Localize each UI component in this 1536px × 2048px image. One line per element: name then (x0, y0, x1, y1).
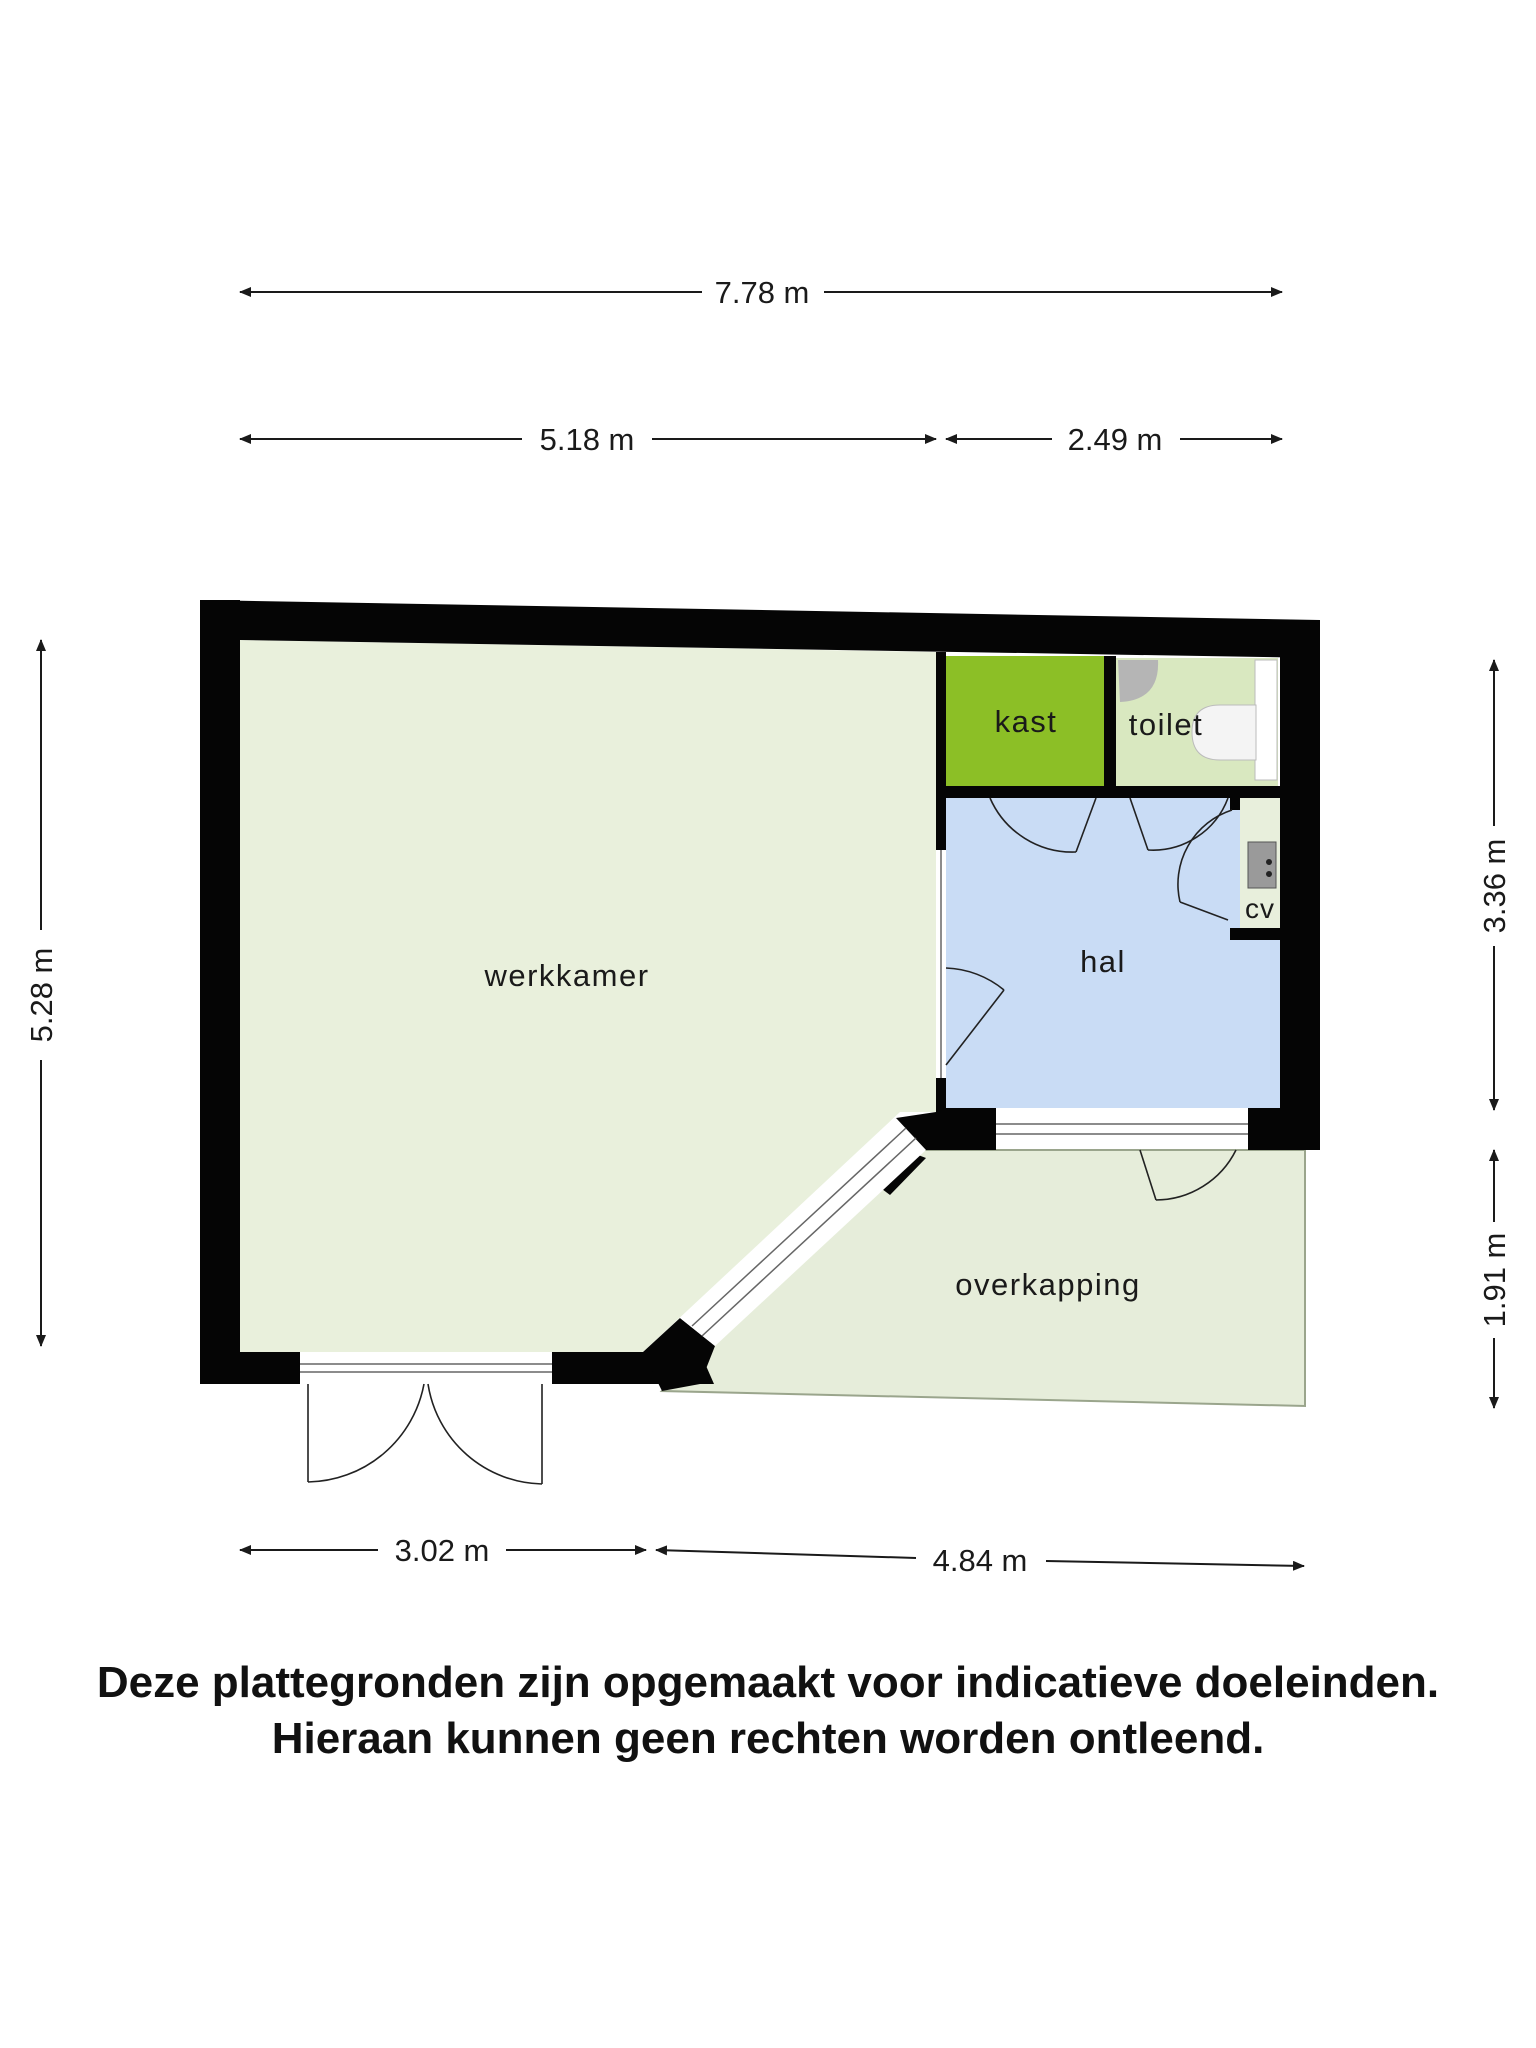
room-label-toilet: toilet (1128, 707, 1204, 742)
dimension-right-lower-height-label: 1.91 m (1477, 1232, 1512, 1328)
dimension-left-width-label: 5.18 m (539, 422, 635, 457)
cv-dot-icon (1266, 871, 1272, 877)
dimension-right-lower-height (1477, 1150, 1512, 1408)
cv-dot-icon (1266, 859, 1272, 865)
window-hal-bottom (996, 1110, 1248, 1148)
window-bottom-left (300, 1354, 552, 1382)
room-label-cv: cv (1245, 893, 1275, 924)
room-label-werkkamer: werkkamer (484, 958, 650, 993)
dimension-right-width (946, 422, 1282, 457)
window-interior-left (936, 850, 946, 1078)
room-label-hal: hal (1080, 944, 1126, 979)
room-label-kast: kast (994, 704, 1058, 739)
disclaimer (0, 1655, 1536, 1767)
room-label-overkapping: overkapping (955, 1267, 1141, 1302)
dimension-right-upper-height-label: 3.36 m (1477, 838, 1512, 934)
dimension-left-width (240, 422, 936, 457)
toilet-fixture-bar (1255, 660, 1277, 780)
disclaimer-line-1: Deze plattegronden zijn opgemaakt voor indicatieve doeleinden. (96, 1658, 1440, 1707)
dimension-left-height-label: 5.28 m (24, 947, 59, 1043)
dimension-right-upper-height (1477, 660, 1512, 1110)
dimension-left-height (24, 640, 59, 1346)
dimension-bottom-right (656, 1543, 1304, 1578)
dimension-total-width-label: 7.78 m (714, 275, 810, 310)
disclaimer-line-2: Hieraan kunnen geen rechten worden ontleend. (271, 1714, 1265, 1763)
dimension-bottom-left-label: 3.02 m (394, 1533, 490, 1568)
dimension-right-width-label: 2.49 m (1067, 422, 1163, 457)
dimension-bottom-left (240, 1533, 646, 1568)
dimension-bottom-right-label: 4.84 m (932, 1543, 1028, 1578)
cv-unit-icon (1248, 842, 1276, 888)
dimension-total-width (240, 275, 1282, 310)
entrance-double-door[interactable] (308, 1384, 542, 1484)
